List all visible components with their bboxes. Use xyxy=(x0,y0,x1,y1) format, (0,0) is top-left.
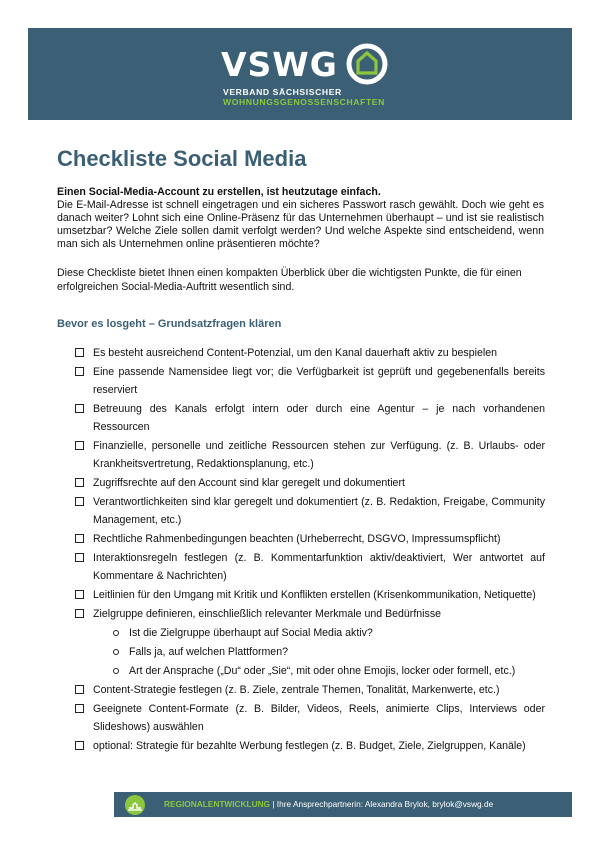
checkbox[interactable] xyxy=(75,348,84,357)
checklist-item xyxy=(75,549,545,585)
sub-item-text: Falls ja, auf welchen Plattformen? xyxy=(129,646,288,658)
sub-checklist-item xyxy=(113,662,545,680)
logo-subtitle-line2: WOHNUNGSGENOSSENSCHAFTEN xyxy=(223,97,385,107)
checklist-item xyxy=(75,400,545,436)
checkbox[interactable] xyxy=(75,590,84,599)
checklist-item xyxy=(75,530,545,548)
section-heading: Bevor es losgeht – Grundsatzfragen klären xyxy=(57,318,282,330)
footer-brand: REGIONALENTWICKLUNG xyxy=(164,799,271,809)
sub-item-text: Ist die Zielgruppe überhaupt auf Social Media aktiv? xyxy=(129,627,373,639)
checklist-item xyxy=(75,586,545,604)
logo-subtitle-line1: VERBAND SÄCHSISCHER xyxy=(223,87,342,97)
sub-checklist-item xyxy=(113,624,545,642)
logo-wordmark: VSWG xyxy=(221,45,338,84)
checklist-item-text: Finanzielle, personelle und zeitliche Ressourcen stehen zur Verfügung. (z. B. Urlaubs- oder Krankheitsvertretung, Redaktionsplanung, etc.) xyxy=(93,440,545,470)
intro-summary: Diese Checkliste bietet Ihnen einen kompakten Überblick über die wichtigsten Punkte, die für einen erfolgreichen Social-Media-Auftritt wesentlich sind. xyxy=(57,267,522,293)
checkbox[interactable] xyxy=(75,367,84,376)
footer-contact xyxy=(164,799,493,809)
checklist-item-text: Rechtliche Rahmenbedingungen beachten (Urheberrecht, DSGVO, Impressumspflicht) xyxy=(93,533,501,545)
checklist-item-text: Content-Strategie festlegen (z. B. Ziele, zentrale Themen, Tonalität, Markenwerte, etc.) xyxy=(93,684,500,696)
checkbox[interactable] xyxy=(75,478,84,487)
checklist-item-text: Eine passende Namensidee liegt vor; die Verfügbarkeit ist geprüft und gegebenenfalls bereits reserviert xyxy=(93,366,545,396)
checklist-item xyxy=(75,474,545,492)
vswg-logo xyxy=(221,42,391,112)
checklist-item xyxy=(75,437,545,473)
sub-checklist-item xyxy=(113,643,545,661)
checklist-item-text: Verantwortlichkeiten sind klar geregelt und dokumentiert (z. B. Redaktion, Freigabe, Community Management, etc.) xyxy=(93,496,545,526)
page-title: Checkliste Social Media xyxy=(57,146,307,171)
checklist-item xyxy=(75,363,545,399)
checklist-item-text: Zielgruppe definieren, einschließlich relevanter Merkmale und Bedürfnisse xyxy=(93,608,442,620)
intro-paragraph xyxy=(57,186,544,251)
checkbox[interactable] xyxy=(75,741,84,750)
regional-development-icon xyxy=(124,794,146,816)
checklist-item xyxy=(75,344,545,362)
checklist-item-text: Interaktionsregeln festlegen (z. B. Kommentarfunktion aktiv/deaktiviert, Wer antwortet auf Kommentare & Nachrichten) xyxy=(93,552,545,582)
bullet-circle xyxy=(113,668,119,674)
checklist-item-text: Es besteht ausreichend Content-Potenzial, um den Kanal dauerhaft aktiv zu bespielen xyxy=(93,347,497,359)
sub-checklist xyxy=(113,624,545,680)
intro-body: Die E-Mail-Adresse ist schnell eingetragen und ein sicheres Passwort rasch gewählt. Doch wie geht es danach weiter? Lohnt sich eine Online-Präsenz für das Unternehmen überhaupt – und ist sie realistisch umsetzbar? Welche Ziele sollen damit verfolgt werden? Und welche Aspekte sind entscheidend, wenn man sich als Unternehmen online präsentieren möchte? xyxy=(57,199,544,250)
checkbox[interactable] xyxy=(75,609,84,618)
checklist xyxy=(75,344,545,756)
bullet-circle xyxy=(113,649,119,655)
checklist-item-text: optional: Strategie für bezahlte Werbung festlegen (z. B. Budget, Ziele, Zielgruppen, Kanäle) xyxy=(93,740,526,752)
sub-item-text: Art der Ansprache („Du“ oder „Sie“, mit oder ohne Emojis, locker oder formell, etc.) xyxy=(129,665,516,677)
checkbox[interactable] xyxy=(75,404,84,413)
checkbox[interactable] xyxy=(75,497,84,506)
checkbox[interactable] xyxy=(75,441,84,450)
house-emblem-icon xyxy=(345,42,389,86)
checkbox[interactable] xyxy=(75,704,84,713)
checklist-item xyxy=(75,737,545,755)
checklist-item-text: Zugriffsrechte auf den Account sind klar geregelt und dokumentiert xyxy=(93,477,405,489)
bullet-circle xyxy=(113,630,119,636)
checklist-item xyxy=(75,605,545,680)
checkbox[interactable] xyxy=(75,685,84,694)
footer-contact-text: Ihre Ansprechpartnerin: Alexandra Brylok, brylok@vswg.de xyxy=(276,799,494,809)
checkbox[interactable] xyxy=(75,553,84,562)
checklist-item-text: Betreuung des Kanals erfolgt intern oder durch eine Agentur – je nach vorhandenen Ressourcen xyxy=(93,403,545,433)
footer-separator: | xyxy=(272,799,275,809)
checklist-item xyxy=(75,493,545,529)
intro-lead: Einen Social-Media-Account zu erstellen, ist heutzutage einfach. xyxy=(57,186,381,198)
checklist-item xyxy=(75,700,545,736)
checkbox[interactable] xyxy=(75,534,84,543)
checklist-item-text: Leitlinien für den Umgang mit Kritik und Konflikten erstellen (Krisenkommunikation, Netiquette) xyxy=(93,589,536,601)
header-banner xyxy=(28,28,572,120)
checklist-item xyxy=(75,681,545,699)
checklist-item-text: Geeignete Content-Formate (z. B. Bilder, Videos, Reels, animierte Clips, Interviews oder Slideshows) auswählen xyxy=(93,703,545,733)
